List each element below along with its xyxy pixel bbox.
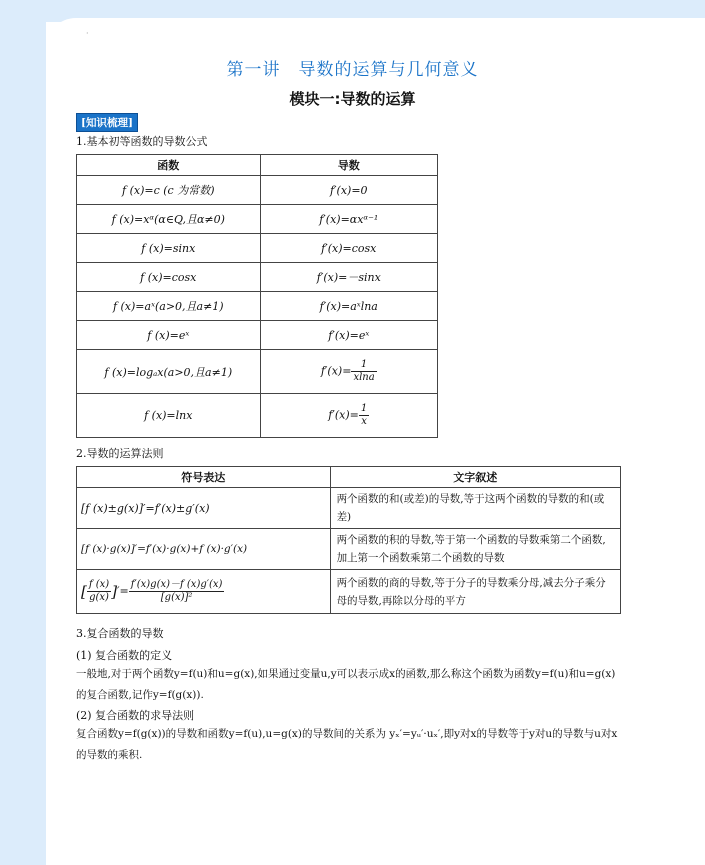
operation-rules-table <box>76 466 621 614</box>
function-cell: f (x)=eˣ <box>77 321 261 350</box>
fraction: $\frac{f'(x)g(x)-f (x)g'(x)}{\text{[g(x)]²}}$ <box>130 579 223 603</box>
expression-cell: [f (x)·g(x)]′=f′(x)·g(x)+f (x)·g′(x) <box>77 529 331 570</box>
description-cell: 两个函数的积的导数,等于第一个函数的导数乘第二个函数,加上第一个函数乘第二个函数的导数 <box>330 529 620 570</box>
description-cell: 两个函数的和(或差)的导数,等于这两个函数的导数的和(或差) <box>330 488 620 529</box>
derivative-cell: f′(x)= $\frac{1}{xlna}$ <box>260 350 437 394</box>
function-cell: f (x)=cosx <box>77 263 261 292</box>
background-left <box>0 0 46 865</box>
column-header-expression: 符号表达 <box>77 467 331 488</box>
derivative-cell: f′(x)=－sinx <box>260 263 437 292</box>
function-cell: f (x)=xᵅ(α∈Q,且α≠0) <box>77 205 261 234</box>
derivative-cell: f′(x)=αxᵅ⁻¹ <box>260 205 437 234</box>
fraction: $\frac{1}{xlna}$ <box>353 359 375 383</box>
function-cell: f (x)=aˣ(a>0,且a≠1) <box>77 292 261 321</box>
derivative-cell: f′(x)=eˣ <box>260 321 437 350</box>
module-title: 模块一:导数的运算 <box>289 90 416 108</box>
derivative-cell: f′(x)= $\frac{1}{x}$ <box>260 394 437 438</box>
function-cell: f (x)=logₐx(a>0,且a≠1) <box>77 350 261 394</box>
derivative-formula-table <box>76 154 438 438</box>
function-cell: f (x)=lnx <box>77 394 261 438</box>
knowledge-tag: [知识梳理] <box>76 113 138 132</box>
derivative-cell: f′(x)=0 <box>260 176 437 205</box>
subsection-rule: (2) 复合函数的求导法则 <box>76 709 195 722</box>
section2-heading: 2.导数的运算法则 <box>76 447 164 460</box>
page-title: 第一讲 导数的运算与几何意义 <box>226 60 479 80</box>
description-cell: 两个函数的商的导数,等于分子的导数乘分母,减去分子乘分母的导数,再除以分母的平方 <box>330 570 620 614</box>
derivative-cell: f′(x)=cosx <box>260 234 437 263</box>
expression-cell: [ $\frac{f (x)}{g(x)}$ ]′= $\frac{f'(x)g(x)-f (x)g'(x)}{\text{[g(x)]²}}$ <box>77 570 331 614</box>
function-cell: f (x)=c (c 为常数) <box>77 176 261 205</box>
fraction: $\frac{f (x)}{g(x)}$ <box>88 579 110 603</box>
definition-paragraph: 一般地,对于两个函数y=f(u)和u=g(x),如果通过变量u,y可以表示成x的函数,那么称这个函数为函数y=f(u)和u=g(x)的复合函数,记作y=f(g(x)). <box>76 668 616 701</box>
subsection-definition: (1) 复合函数的定义 <box>76 649 173 662</box>
column-header-description: 文字叙述 <box>330 467 620 488</box>
column-header-derivative: 导数 <box>260 155 437 176</box>
section3-heading: 3.复合函数的导数 <box>76 627 164 640</box>
rule-paragraph: 复合函数y=f(g(x))的导数和函数y=f(u),u=g(x)的导数间的关系为 yₓ′=yᵤ′·uₓ′,即y对x的导数等于y对u的导数与u对x的导数的乘积. <box>76 728 618 761</box>
expression-cell: [f (x)±g(x)]′=f′(x)±g′(x) <box>77 488 331 529</box>
fraction: $\frac{1}{x}$ <box>360 403 368 427</box>
page-marker: · <box>86 29 89 38</box>
function-cell: f (x)=sinx <box>77 234 261 263</box>
column-header-function: 函数 <box>77 155 261 176</box>
section1-heading: 1.基本初等函数的导数公式 <box>76 135 208 148</box>
derivative-cell: f′(x)=aˣlna <box>260 292 437 321</box>
